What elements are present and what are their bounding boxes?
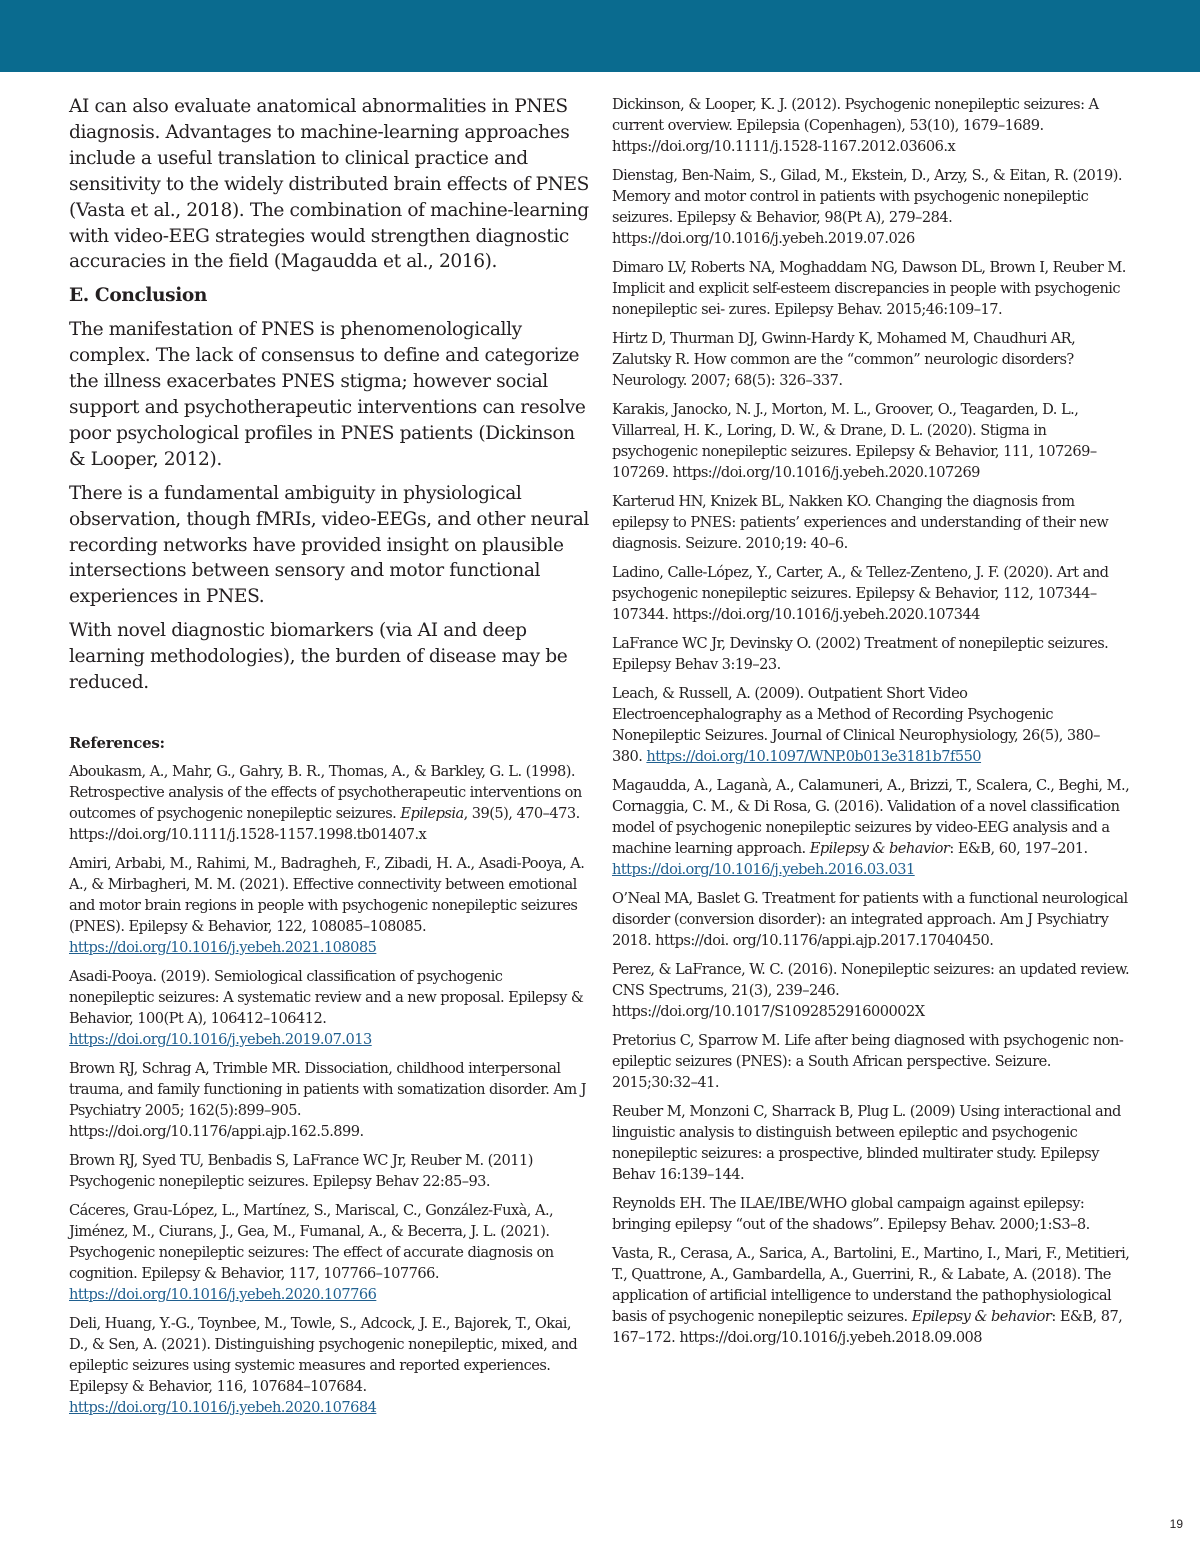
reference-text: LaFrance WC Jr, Devinsky O. (2002) Treatment of nonepileptic seizures. Epilepsy Behav 3:19–23. — [612, 635, 1109, 673]
left-column — [69, 94, 589, 1426]
body-paragraph: AI can also evaluate anatomical abnormalities in PNES diagnosis. Advantages to machine-learning approaches include a useful translation to clinical practice and sensitivity to the widely distributed brain effects of PNES (Vasta et al., 2018). The combination of machine-learning with video-EEG strategies would strengthen diagnostic accuracies in the field (Magaudda et al., 2016). — [69, 96, 589, 273]
reference-text: Reuber M, Monzoni C, Sharrack B, Plug L. (2009) Using interactional and linguistic analysis to distinguish between epileptic and psychogenic nonepileptic seizures: a prospective, blinded multirater study. Epilepsy Behav 16:139–144. — [612, 1103, 1121, 1183]
reference-text: Pretorius C, Sparrow M. Life after being diagnosed with psychogenic non-epileptic seizures (PNES): a South African perspective. Seizure. 2015;30:32–41. — [612, 1032, 1124, 1091]
reference-item — [69, 1058, 589, 1142]
reference-text: Deli, Huang, Y.-G., Toynbee, M., Towle, S., Adcock, J. E., Bajorek, T., Okai, D., & Sen, A. (2021). Distinguishing psychogenic nonepileptic, mixed, and epileptic seizures using systemic measures and reported experiences. Epilepsy & Behavior, 116, 107684–107684. — [69, 1314, 578, 1395]
reference-text: O’Neal MA, Baslet G. Treatment for patients with a functional neurological disorder (conversion disorder): an integrated approach. Am J Psychiatry 2018. https://doi. org/10.1176/appi.ajp.2017.17040450. — [612, 890, 1128, 949]
reference-text: Karterud HN, Knizek BL, Nakken KO. Changing the diagnosis from epilepsy to PNES: patients’ experiences and understanding of their new diagnosis. Seizure. 2010;19: 40–6. — [612, 493, 1109, 552]
reference-item — [69, 966, 589, 1050]
reference-doi-link[interactable]: https://doi.org/10.1016/j.yebeh.2020.107766 — [69, 1285, 377, 1303]
reference-doi-link[interactable]: https://doi.org/10.1097/WNP.0b013e3181b7f550 — [646, 748, 982, 765]
reference-text: Dimaro LV, Roberts NA, Moghaddam NG, Dawson DL, Brown I, Reuber M. Implicit and explicit self-esteem discrepancies in people with psychogenic nonepileptic sei- zures. Epilepsy Behav. 2015;46:109–17. — [612, 259, 1126, 318]
reference-item — [69, 1200, 589, 1305]
reference-item — [612, 562, 1130, 625]
reference-text: Karakis, Janocko, N. J., Morton, M. L., Groover, O., Teagarden, D. L., Villarreal, H. K., Loring, D. W., & Drane, D. L. (2020). Stigma in psychogenic nonepileptic seizures. Epilepsy & Behavior, 111, 107269–107269. https://doi.org/10.1016/j.yebeh.2020.107269 — [612, 401, 1097, 481]
reference-item — [612, 1243, 1130, 1348]
reference-item — [612, 633, 1130, 675]
reference-text: Amiri, Arbabi, M., Rahimi, M., Badragheh, F., Zibadi, H. A., Asadi-Pooya, A. A., & Mirbagheri, M. M. (2021). Effective connectivity between emotional and motor brain regions in people with psychogenic nonepileptic seizures (PNES). Epilepsy & Behavior, 122, 108085–108085. — [69, 854, 585, 935]
header-band — [0, 0, 1200, 72]
reference-doi-link[interactable]: https://doi.org/10.1016/j.yebeh.2019.07.013 — [69, 1030, 372, 1048]
reference-item — [612, 165, 1130, 249]
reference-text: Magaudda, A., Laganà, A., Calamuneri, A., Brizzi, T., Scalera, C., Beghi, M., Cornaggia, C. M., & Di Rosa, G. (2016). Validation of a novel classification model of psychogenic nonepileptic seizures by video-EEG analysis and a machine learning approach. — [612, 777, 1130, 857]
reference-text: Perez, & LaFrance, W. C. (2016). Nonepileptic seizures: an updated review. CNS Spectrums, 21(3), 239–246. https://doi.org/10.1017/S109285291600002X — [612, 961, 1130, 1020]
body-paragraph: There is a fundamental ambiguity in physiological observation, though fMRIs, video-EEGs, and other neural recording networks have provided insight on plausible intersections between sensory and motor functional experiences in PNES. — [69, 482, 589, 608]
reference-item — [612, 328, 1130, 391]
reference-item — [612, 399, 1130, 483]
reference-text: Brown RJ, Syed TU, Benbadis S, LaFrance WC Jr, Reuber M. (2011) Psychogenic nonepileptic seizures. Epilepsy Behav 22:85–93. — [69, 1151, 533, 1190]
reference-item — [612, 959, 1130, 1022]
reference-text: Leach, & Russell, A. (2009). Outpatient Short Video Electroencephalography as a Method of Recording Psychogenic Nonepileptic Seizures. Journal of Clinical Neurophysiology, 26(5), 380–380. — [612, 685, 1100, 765]
reference-text: Ladino, Calle-López, Y., Carter, A., & Tellez-Zenteno, J. F. (2020). Art and psychogenic nonepileptic seizures. Epilepsy & Behavior, 112, 107344–107344. https://doi.org/10.1016/j.yebeh.2020.107344 — [612, 564, 1109, 623]
reference-doi-link[interactable]: https://doi.org/10.1016/j.yebeh.2016.03.031 — [612, 861, 915, 878]
reference-journal: Epilepsy & behavior — [809, 840, 950, 857]
reference-text: : E&B, 60, 197–201. — [949, 840, 1088, 857]
reference-text: Hirtz D, Thurman DJ, Gwinn-Hardy K, Mohamed M, Chaudhuri AR, Zalutsky R. How common are the “common” neurologic disorders? Neurology. 2007; 68(5): 326–337. — [612, 330, 1076, 389]
reference-text: Dickinson, & Looper, K. J. (2012). Psychogenic nonepileptic seizures: A current overview. Epilepsia (Copenhagen), 53(10), 1679–1689. https://doi.org/10.1111/j.1528-1167.2012.03606.x — [612, 96, 1099, 155]
reference-journal: Epilepsy & behavior — [911, 1308, 1052, 1325]
reference-text: Reynolds EH. The ILAE/IBE/WHO global campaign against epilepsy: bringing epilepsy “out of the shadows”. Epilepsy Behav. 2000;1:S3–8. — [612, 1195, 1090, 1233]
reference-item — [612, 888, 1130, 951]
reference-journal: Epilepsia — [400, 804, 464, 822]
reference-item — [69, 1150, 589, 1192]
body-paragraph: The manifestation of PNES is phenomenologically complex. The lack of consensus to define and categorize the illness exacerbates PNES stigma; however social support and psychotherapeutic interventions can resolve poor psychological profiles in PNES patients (Dickinson & Looper, 2012). — [69, 319, 586, 470]
reference-item — [612, 683, 1130, 767]
page-number: 19 — [1169, 1517, 1183, 1531]
reference-item — [612, 94, 1130, 157]
reference-text: Brown RJ, Schrag A, Trimble MR. Dissociation, childhood interpersonal trauma, and family functioning in patients with somatization disorder. Am J Psychiatry 2005; 162(5):899–905. https://doi.org/10.1176/appi.ajp.162.5.899. — [69, 1059, 587, 1140]
reference-text: Aboukasm, A., Mahr, G., Gahry, B. R., Thomas, A., & Barkley, G. L. (1998). Retrospective analysis of the effects of psychotherapeutic interventions on outcomes of psychogenic nonepileptic seizures. — [69, 762, 582, 822]
reference-item — [612, 1193, 1130, 1235]
reference-text: , 39(5), 470–473. https://doi.org/10.1111/j.1528-1157.1998.tb01407.x — [69, 804, 580, 843]
reference-item — [69, 761, 589, 845]
conclusion-heading: E. Conclusion — [69, 285, 207, 307]
reference-text: Cáceres, Grau-López, L., Martínez, S., Mariscal, C., González-Fuxà, A., Jiménez, M., Ciurans, J., Gea, M., Fumanal, A., & Becerra, J. L. (2021). Psychogenic nonepileptic seizures: The effect of accurate diagnosis on cognition. Epilepsy & Behavior, 117, 107766–107766. — [69, 1201, 554, 1282]
reference-text: Dienstag, Ben-Naim, S., Gilad, M., Ekstein, D., Arzy, S., & Eitan, R. (2019). Memory and motor control in patients with psychogenic nonepileptic seizures. Epilepsy & Behavior, 98(Pt A), 279–284. https://doi.org/10.1016/j.yebeh.2019.07.026 — [612, 167, 1122, 247]
reference-item — [612, 1101, 1130, 1185]
body-paragraph: With novel diagnostic biomarkers (via AI and deep learning methodologies), the burden of disease may be reduced. — [69, 620, 568, 694]
reference-text: : E&B, 87, 167–172. https://doi.org/10.1016/j.yebeh.2018.09.008 — [612, 1308, 1123, 1346]
references-heading: References: — [69, 733, 165, 752]
reference-text: Asadi-Pooya. (2019). Semiological classification of psychogenic nonepileptic seizures: A systematic review and a new proposal. Epilepsy & Behavior, 100(Pt A), 106412–106412. — [69, 967, 584, 1027]
reference-doi-link[interactable]: https://doi.org/10.1016/j.yebeh.2021.108085 — [69, 938, 377, 956]
reference-item — [612, 775, 1130, 880]
right-column — [612, 94, 1130, 1356]
reference-item — [612, 257, 1130, 320]
reference-doi-link[interactable]: https://doi.org/10.1016/j.yebeh.2020.107684 — [69, 1398, 377, 1416]
reference-item — [69, 853, 589, 958]
reference-item — [69, 1313, 589, 1418]
reference-item — [612, 1030, 1130, 1093]
reference-item — [612, 491, 1130, 554]
reference-text: Vasta, R., Cerasa, A., Sarica, A., Bartolini, E., Martino, I., Mari, F., Metitieri, T., Quattrone, A., Gambardella, A., Guerrini, R., & Labate, A. (2018). The application of artificial intelligence to understand the pathophysiological basis of psychogenic nonepileptic seizures. — [612, 1245, 1130, 1325]
